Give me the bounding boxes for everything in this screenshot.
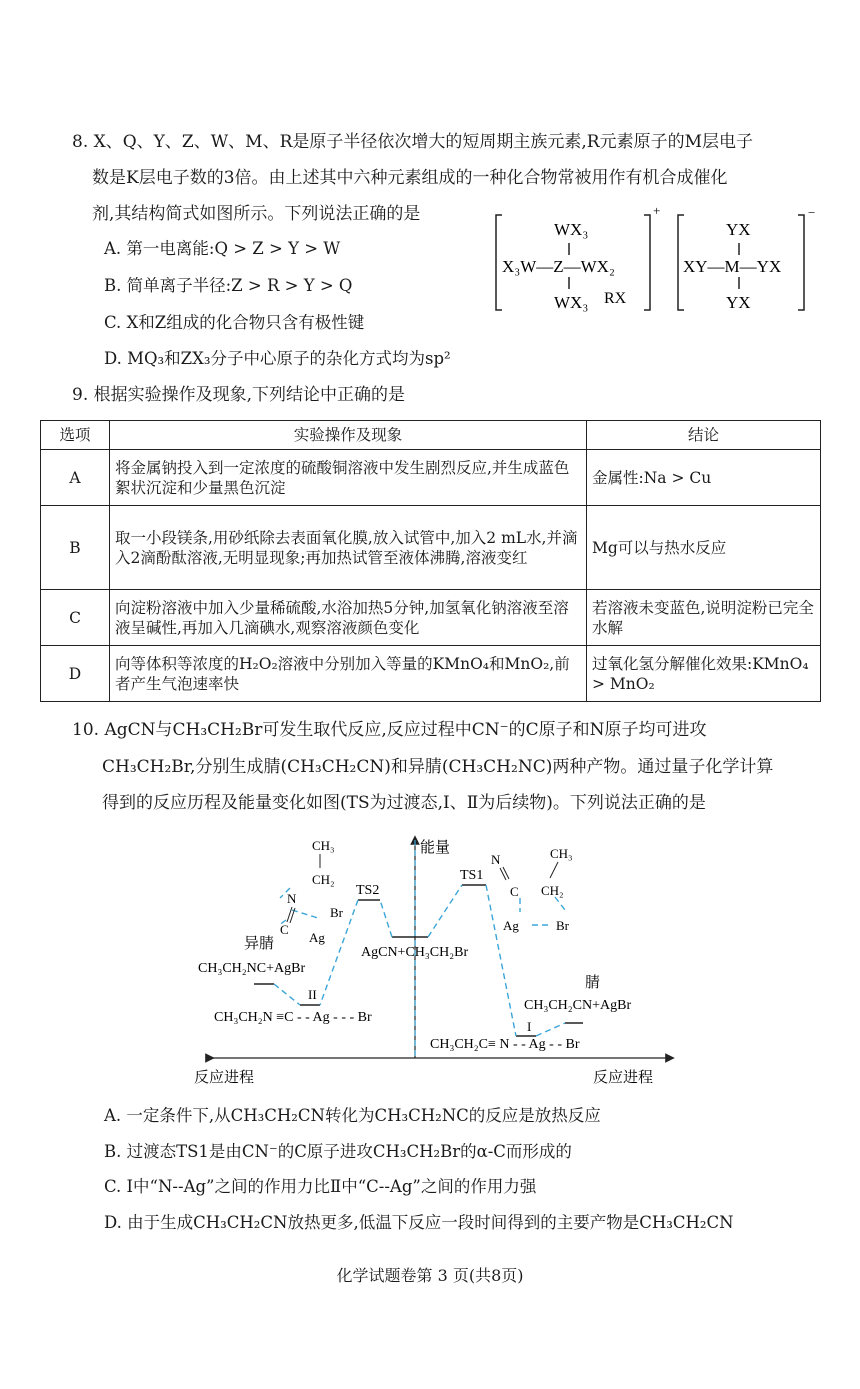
ts1-br: Br <box>556 918 569 933</box>
cation-bottom: WX₃ <box>554 293 589 312</box>
table-row <box>41 590 821 646</box>
isonitrile-name: 异腈 <box>244 936 275 952</box>
q9-table <box>40 420 821 702</box>
intermediate-i: CH₃CH₂C≡ N - - Ag - - Br <box>430 1037 580 1052</box>
q8-stem-line3: 剂,其结构简式如图所示。下列说法正确的是 <box>92 204 421 224</box>
row-operation: 向淀粉溶液中加入少量稀硫酸,水浴加热5分钟,加氢氧化钠溶液至溶液呈碱性,再加入几滴碘水,观察溶液颜色变化 <box>110 590 587 646</box>
q10-option-a: A. 一定条件下,从CH₃CH₂CN转化为CH₃CH₂NC的反应是放热反应 <box>104 1106 601 1125</box>
row-operation: 将金属钠投入到一定浓度的硫酸铜溶液中发生剧烈反应,并生成蓝色絮状沉淀和少量黑色沉淀 <box>110 450 587 506</box>
header-option: 选项 <box>41 421 110 450</box>
row-operation: 取一小段镁条,用砂纸除去表面氧化膜,放入试管中,加入2 mL水,并滴入2滴酚酞溶液,无明显现象;再加热试管至液体沸腾,溶液变红 <box>110 506 587 590</box>
ts2-n: N <box>287 891 297 906</box>
intermediate-i-label: I <box>527 1019 532 1034</box>
cation-charge: + <box>653 205 661 218</box>
cation-rx: RX <box>604 290 627 307</box>
row-operation: 向等体积等浓度的H₂O₂溶液中分别加入等量的KMnO₄和MnO₂,前者产生气泡速率快 <box>110 646 587 702</box>
ts2-c: C <box>280 922 289 937</box>
row-option: C <box>41 590 110 646</box>
ts2-ag: Ag <box>309 930 325 945</box>
intermediate-ii: CH₃CH₂N ≡C - - Ag - - - Br <box>214 1010 372 1025</box>
header-conclusion: 结论 <box>587 421 821 450</box>
ts1-n: N <box>491 852 501 867</box>
q8-option-d: D. MQ₃和ZX₃分子中心原子的杂化方式均为sp² <box>104 349 451 368</box>
x-label-left: 反应进程 <box>194 1070 255 1086</box>
row-option: A <box>41 450 110 506</box>
q10-stem-line2: CH₃CH₂Br,分别生成腈(CH₃CH₂CN)和异腈(CH₃CH₂NC)两种产物。通过量子化学计算 <box>102 757 774 777</box>
row-option: B <box>41 506 110 590</box>
ts2-label: TS2 <box>356 883 380 898</box>
ts2-ch2: CH₂ <box>312 872 335 887</box>
q8-stem-line1: 8. X、Q、Y、Z、W、M、R是原子半径依次增大的短周期主族元素,R元素原子的M层电子 <box>72 132 753 152</box>
q10-option-c: C. Ⅰ中“N--Ag”之间的作用力比Ⅱ中“C--Ag”之间的作用力强 <box>104 1177 537 1196</box>
nitrile-product: CH₃CH₂CN+AgBr <box>524 998 632 1013</box>
q8-option-a: A. 第一电离能:Q > Z > Y > W <box>104 239 341 258</box>
ts1-ag: Ag <box>503 918 519 933</box>
energy-label: 能量 <box>420 840 451 856</box>
table-header-row <box>41 421 821 450</box>
nitrile-name: 腈 <box>585 975 601 991</box>
row-conclusion: 过氧化氢分解催化效果:KMnO₄ > MnO₂ <box>587 646 821 702</box>
q9-stem: 9. 根据实验操作及现象,下列结论中正确的是 <box>72 385 406 405</box>
q8-option-b: B. 简单离子半径:Z > R > Y > Q <box>104 276 353 295</box>
q10-option-d: D. 由于生成CH₃CH₂CN放热更多,低温下反应一段时间得到的主要产物是CH₃CH₂CN <box>104 1213 734 1232</box>
q10-option-b: B. 过渡态TS1是由CN⁻的C原子进攻CH₃CH₂Br的α-C而形成的 <box>104 1142 572 1161</box>
isonitrile-product: CH₃CH₂NC+AgBr <box>198 961 306 976</box>
ts2-br: Br <box>330 905 343 920</box>
ts2-ch3: CH₃ <box>312 838 335 853</box>
intermediate-ii-label: II <box>308 987 317 1002</box>
cation-top: WX₃ <box>554 220 589 239</box>
row-conclusion: 若溶液未变蓝色,说明淀粉已完全水解 <box>587 590 821 646</box>
q8-stem-line2: 数是K层电子数的3倍。由上述其中六种元素组成的一种化合物常被用作有机合成催化 <box>92 168 728 188</box>
q8-option-c: C. X和Z组成的化合物只含有极性键 <box>104 313 365 332</box>
header-operation: 实验操作及现象 <box>110 421 587 450</box>
q8-structure-figure <box>490 205 820 320</box>
row-option: D <box>41 646 110 702</box>
ts1-ch3: CH₃ <box>550 846 573 861</box>
x-label-right: 反应进程 <box>593 1070 654 1086</box>
table-row <box>41 506 821 590</box>
ts1-label: TS1 <box>460 868 484 883</box>
q10-stem-line1: 10. AgCN与CH₃CH₂Br可发生取代反应,反应过程中CN⁻的C原子和N原子均可进攻 <box>72 720 707 740</box>
reactants-label: AgCN+CH₃CH₂Br <box>361 945 469 960</box>
ts1-c: C <box>510 884 519 899</box>
ts1-ch2: CH₂ <box>541 883 564 898</box>
energy-profile-diagram <box>180 830 680 1095</box>
row-conclusion: Mg可以与热水反应 <box>587 506 821 590</box>
row-conclusion: 金属性:Na > Cu <box>587 450 821 506</box>
anion-bottom: YX <box>726 293 751 312</box>
table-row <box>41 450 821 506</box>
table-row <box>41 646 821 702</box>
q10-stem-line3: 得到的反应历程及能量变化如图(TS为过渡态,Ⅰ、Ⅱ为后续物)。下列说法正确的是 <box>102 793 706 813</box>
page-footer: 化学试题卷第 3 页(共8页) <box>336 1266 524 1285</box>
anion-top: YX <box>726 220 751 239</box>
cation-middle: X₃W—Z—WX₂ <box>502 257 615 276</box>
anion-charge: − <box>808 205 816 220</box>
anion-middle: XY—M—YX <box>683 257 782 276</box>
